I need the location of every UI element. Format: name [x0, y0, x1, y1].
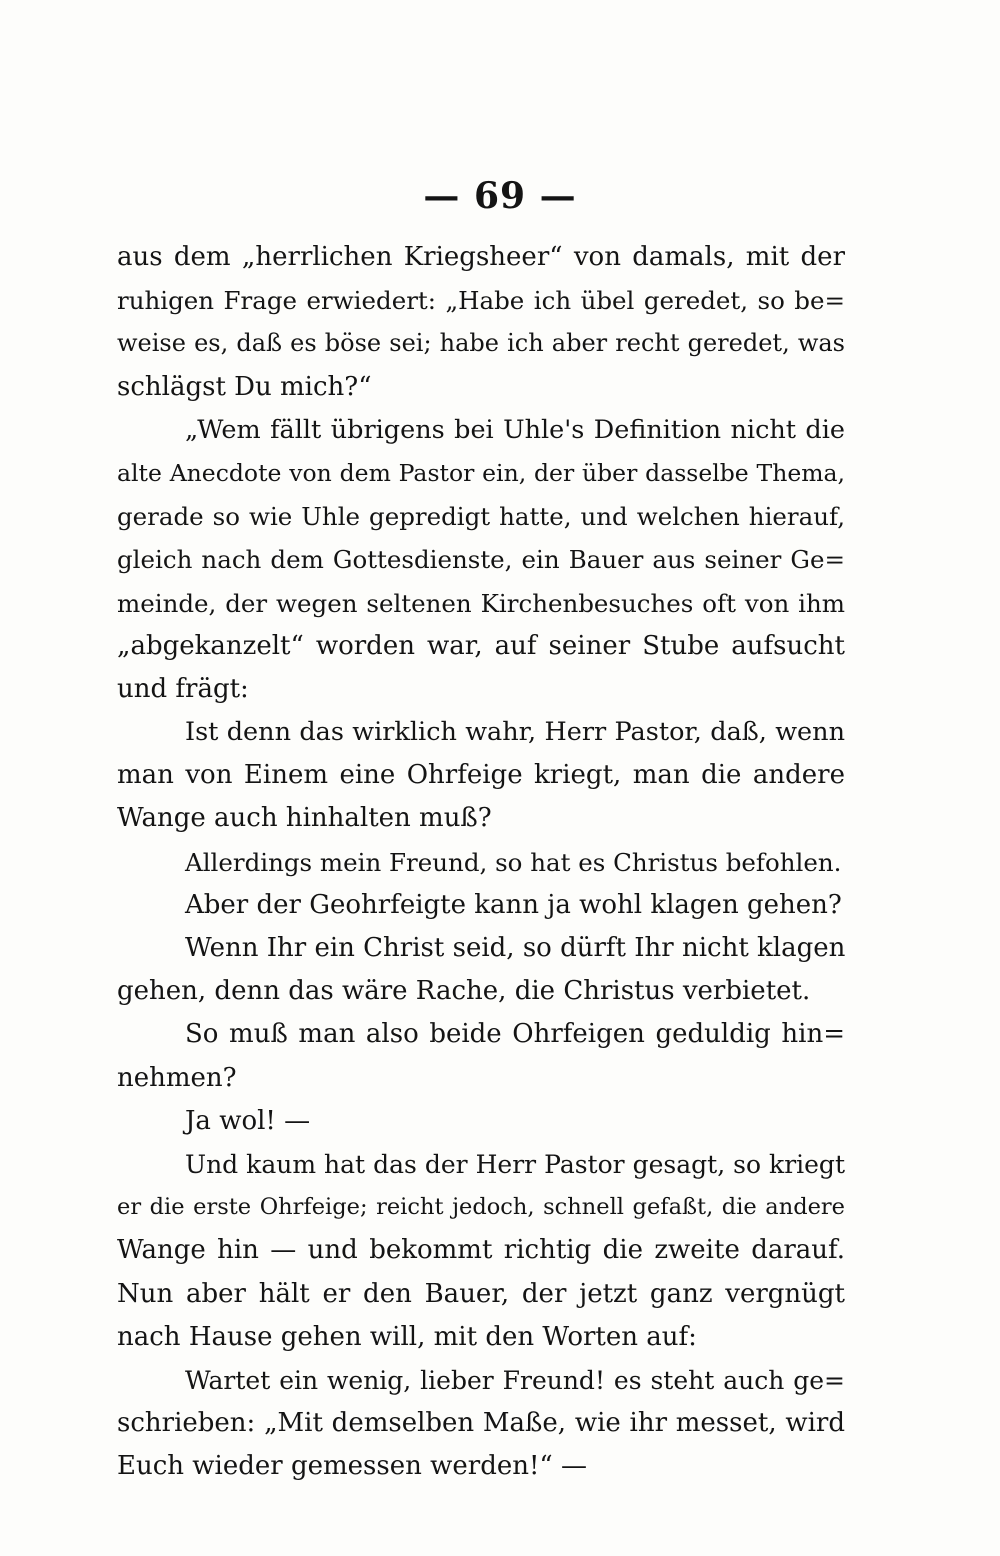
- text-line: schlägst Du mich?“: [117, 371, 372, 402]
- text-line: Wange auch hinhalten muß?: [117, 803, 492, 834]
- text-line: Wartet ein wenig, lieber Freund! es steht auch ge=: [185, 1365, 845, 1395]
- text-line: Euch wieder gemessen werden!“ —: [117, 1451, 587, 1482]
- text-line: So muß man also beide Ohrfeigen geduldig hin=: [185, 1019, 845, 1050]
- text-line: Und kaum hat das der Herr Pastor gesagt, so kriegt: [185, 1149, 845, 1179]
- text-line: schrieben: „Mit demselben Maße, wie ihr messet, wird: [117, 1408, 845, 1439]
- text-line: Aber der Geohrfeigte kann ja wohl klagen gehen?: [185, 889, 842, 920]
- text-line: nehmen?: [117, 1062, 237, 1093]
- text-line: er die erste Ohrfeige; reicht jedoch, schnell gefaßt, die andere: [117, 1194, 845, 1221]
- text-line: ruhigen Frage erwiedert: „Habe ich übel geredet, so be=: [117, 286, 845, 316]
- text-line: Ist denn das wirklich wahr, Herr Pastor, daß, wenn: [185, 717, 845, 748]
- text-line: und frägt:: [117, 673, 249, 704]
- page-number: — 69 —: [423, 175, 577, 217]
- text-line: Allerdings mein Freund, so hat es Christus befohlen.: [185, 847, 842, 877]
- text-line: man von Einem eine Ohrfeige kriegt, man die andere: [117, 760, 845, 791]
- text-line: weise es, daß es böse sei; habe ich aber recht geredet, was: [117, 329, 845, 358]
- text-line: „Wem fällt übrigens bei Uhle's Definition nicht die: [185, 414, 845, 445]
- text-line: alte Anecdote von dem Pastor ein, der über dasselbe Thema,: [117, 458, 845, 487]
- text-line: gehen, denn das wäre Rache, die Christus verbietet.: [117, 976, 811, 1007]
- text-line: meinde, der wegen seltenen Kirchenbesuches oft von ihm: [117, 588, 845, 618]
- text-line: Wange hin — und bekommt richtig die zweite darauf.: [117, 1235, 845, 1266]
- text-line: Nun aber hält er den Bauer, der jetzt ganz vergnügt: [117, 1278, 845, 1309]
- text-line: „abgekanzelt“ worden war, auf seiner Stube aufsucht: [117, 630, 845, 661]
- body-text: [117, 236, 845, 1488]
- text-line: aus dem „herrlichen Kriegsheer“ von damals, mit der: [117, 242, 845, 272]
- text-line: Wenn Ihr ein Christ seid, so dürft Ihr nicht klagen: [185, 933, 845, 963]
- text-line: Ja wol! —: [185, 1105, 311, 1136]
- text-line: nach Hause gehen will, mit den Worten auf:: [117, 1321, 697, 1352]
- text-line: gerade so wie Uhle gepredigt hatte, und welchen hierauf,: [117, 502, 845, 532]
- text-line: gleich nach dem Gottesdienste, ein Bauer aus seiner Ge=: [117, 545, 845, 575]
